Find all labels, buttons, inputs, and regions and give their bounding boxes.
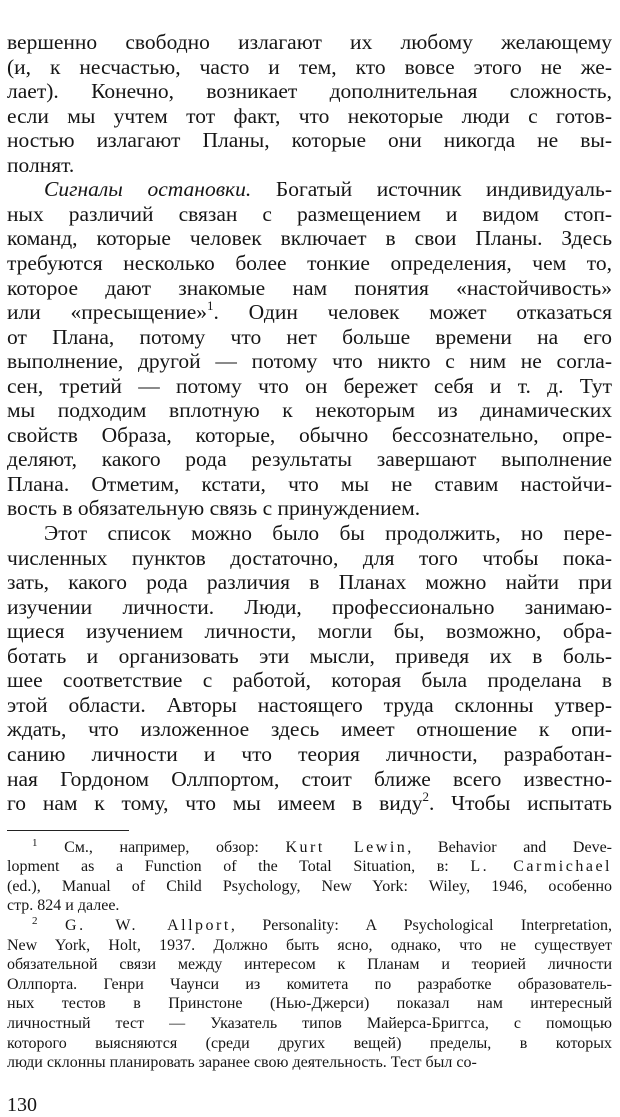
footnote-rule bbox=[7, 830, 129, 831]
footnote-line bbox=[7, 857, 612, 877]
text-line: мы подходим вплотную к некоторым из динамических bbox=[7, 398, 612, 423]
text-line: если мы учтем тот факт, что некоторые люди с готов- bbox=[7, 103, 612, 128]
footnote-line: New York, Holt, 1937. Должно быть ясно, однако, что не существует bbox=[7, 936, 612, 954]
text-line: щиеся изучением личности, могли бы, возможно, обра- bbox=[7, 619, 612, 644]
author-name: Kurt Lewin bbox=[285, 838, 408, 856]
text-line: ждать, что изложенное здесь имеет отношение к опи- bbox=[7, 717, 612, 742]
text-line: вость в обязательную связь с принуждением. bbox=[7, 496, 421, 521]
text-run: . Чтобы испытать bbox=[428, 791, 612, 816]
text-line bbox=[7, 300, 612, 325]
text-line: свойств Образа, которые, обычно бессознательно, опре- bbox=[7, 422, 612, 447]
footnote-2 bbox=[32, 916, 612, 936]
text-run: , Behavior and Deve- bbox=[407, 838, 612, 856]
footnote-marker: 2 bbox=[32, 916, 38, 927]
text-line: вершенно свободно излагают их любому желающему bbox=[7, 30, 612, 54]
text-line: лает). Конечно, возникает дополнительная сложность, bbox=[7, 79, 612, 104]
text-line: требуются несколько более тонкие определения, чем то, bbox=[7, 250, 612, 275]
text-run: См., например, обзор: bbox=[37, 838, 286, 856]
text-line: численных пунктов достаточно, для того чтобы пока- bbox=[7, 545, 612, 570]
text-run: , Personality: A Psychological Interpretation, bbox=[230, 917, 612, 934]
footnote-line: стр. 824 и далее. bbox=[7, 897, 120, 915]
text-line: ботать и организовать эти мысли, приведя их в боль- bbox=[7, 643, 612, 668]
text-run: . Один человек может отказаться bbox=[213, 300, 612, 325]
author-name: G. W. Allport bbox=[65, 917, 231, 934]
text-line: ных различий связан с размещением и видом стоп- bbox=[7, 201, 612, 226]
footnote-line: (ed.), Manual of Child Psychology, New York: Wiley, 1946, особенно bbox=[7, 877, 612, 895]
text-line: от Плана, потому что нет больше времени на его bbox=[7, 324, 612, 349]
page-number: 130 bbox=[7, 1093, 37, 1116]
text-line: команд, которые человек включает в свои Планы. Здесь bbox=[7, 226, 612, 251]
footnote-marker: 1 bbox=[32, 837, 38, 849]
paragraph-start bbox=[44, 177, 612, 202]
text-line: деляют, какого рода результаты завершают выполнение bbox=[7, 447, 612, 472]
text-line: Плана. Отметим, кстати, что мы не ставим настойчи- bbox=[7, 471, 612, 496]
footnote-line: Оллпорта. Генри Чаунси из комитета по разработке образователь- bbox=[7, 975, 612, 993]
text-line: полнят. bbox=[7, 152, 75, 177]
text-run bbox=[38, 917, 66, 934]
text-line: зать, какого рода различия в Планах можно найти при bbox=[7, 570, 612, 595]
text-line: (и, к несчастью, часто и тем, кто вовсе этого не же- bbox=[7, 54, 612, 79]
footnote-line: ных тестов в Принстоне (Нью-Джерси) показал нам интересный bbox=[7, 995, 612, 1013]
paragraph-start: Этот список можно было бы продолжить, но пере- bbox=[44, 521, 612, 545]
text-line: выполнение, другой — потому что никто с ним не согла- bbox=[7, 349, 612, 374]
text-line: шее соответствие с работой, которая была проделана в bbox=[7, 668, 612, 693]
text-line: которое дают знакомые нам понятия «настойчивость» bbox=[7, 275, 612, 300]
section-heading: Сигналы остановки. bbox=[44, 177, 252, 202]
text-line: ная Гордоном Оллпортом, стоит ближе всего известно- bbox=[7, 766, 612, 791]
footnote-line: люди склонны планировать заранее свою деятельность. Тест был со- bbox=[7, 1054, 477, 1072]
footnote-line: которого выясняются (среди других вещей) пределы, в которых bbox=[7, 1034, 612, 1052]
text-line: санию личности и что теория личности, разработан- bbox=[7, 741, 612, 766]
footnote-line: обязательной связи между интересом к Планам и теорией личности bbox=[7, 956, 612, 974]
text-line: сен, третий — потому что он бережет себя и т. д. Тут bbox=[7, 373, 612, 398]
text-run: го нам к тому, что мы имеем в виду bbox=[7, 791, 423, 816]
author-name: L. Carmichael bbox=[470, 858, 612, 876]
footnote-ref-1: 1 bbox=[207, 300, 214, 314]
footnote-ref-2: 2 bbox=[422, 791, 429, 805]
text-run: lopment as a Function of the Total Situation, в: bbox=[7, 858, 471, 876]
text-run: Богатый источник индивидуаль- bbox=[251, 177, 612, 202]
text-line: ностью излагают Планы, которые они никогда не вы- bbox=[7, 128, 612, 153]
text-line bbox=[7, 791, 612, 816]
text-run: или «пресыщение» bbox=[7, 300, 207, 325]
text-line: этой области. Авторы настоящего труда склонны утвер- bbox=[7, 692, 612, 717]
text-line: изучении личности. Люди, профессионально занимаю- bbox=[7, 594, 612, 619]
footnote-1 bbox=[32, 838, 612, 858]
footnote-line: личностный тест — Указатель типов Майерса-Бриггса, с помощью bbox=[7, 1015, 612, 1032]
